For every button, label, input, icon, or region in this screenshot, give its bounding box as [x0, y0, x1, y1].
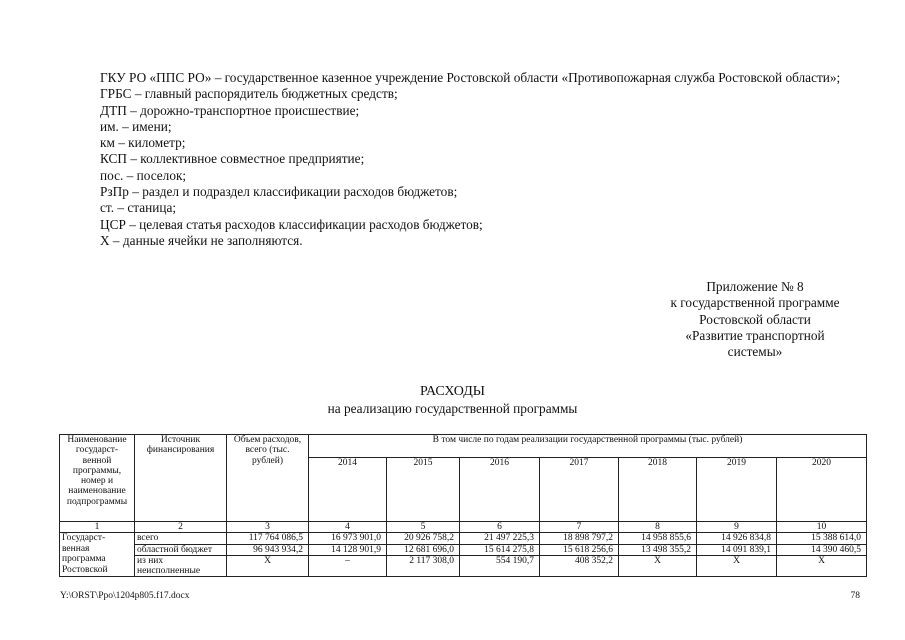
value-cell: 15 388 614,0	[777, 533, 867, 544]
header-by-years: В том числе по годам реализации государственной программы (тыс. рублей)	[309, 435, 867, 458]
source-cell: из них неисполненные	[135, 555, 227, 577]
annex-line: к государственной программе	[670, 295, 840, 311]
abbreviation-item: ДТП – дорожно-транспортное происшествие;	[100, 102, 360, 118]
value-cell: Х	[619, 555, 697, 577]
value-cell: –	[309, 555, 387, 577]
total-cell: 117 764 086,5	[227, 533, 309, 544]
value-cell: 14 958 855,6	[619, 533, 697, 544]
value-cell: Х	[697, 555, 777, 577]
abbreviation-item: им. – имени;	[100, 118, 172, 134]
abbreviation-item: ст. – станица;	[100, 200, 177, 216]
abbreviation-item: Х – данные ячейки не заполняются.	[100, 232, 303, 248]
header-year: 2016	[460, 458, 540, 522]
value-cell: 14 926 834,8	[697, 533, 777, 544]
value-cell: 18 898 797,2	[540, 533, 619, 544]
abbreviation-item: РзПр – раздел и подраздел классификации расходов бюджетов;	[100, 184, 458, 200]
total-cell: Х	[227, 555, 309, 577]
page-footer	[60, 591, 860, 601]
expenses-table	[59, 434, 867, 577]
header-year: 2014	[309, 458, 387, 522]
annex-number: Приложение № 8	[706, 279, 804, 294]
value-cell: 2 117 308,0	[387, 555, 460, 577]
total-cell: 96 943 934,2	[227, 544, 309, 555]
index-cell: 4	[309, 522, 387, 533]
value-cell: 408 352,2	[540, 555, 619, 577]
abbreviations-list	[60, 70, 860, 249]
abbreviation-item: ГКУ РО «ППС РО» – государственное казенное учреждение Ростовской области «Противопожарная служба Ростовской области»;	[100, 70, 841, 85]
abbreviation-item: ГРБС – главный распорядитель бюджетных средств;	[100, 86, 398, 102]
index-cell: 5	[387, 522, 460, 533]
value-cell: Х	[777, 555, 867, 577]
header-year: 2017	[540, 458, 619, 522]
value-cell: 20 926 758,2	[387, 533, 460, 544]
index-cell: 7	[540, 522, 619, 533]
annex-line: системы»	[727, 344, 783, 360]
header-volume: Объем расходов, всего (тыс. рублей)	[227, 435, 309, 522]
annex-line: «Развитие транспортной	[685, 327, 825, 343]
header-year: 2020	[777, 458, 867, 522]
value-cell: 12 681 696,0	[387, 544, 460, 555]
document-title: РАСХОДЫ	[420, 384, 485, 399]
abbreviation-item: КСП – коллективное совместное предприятие;	[100, 151, 365, 167]
file-path: Y:\ORST\Ppo\1204p805.f17.docx	[60, 591, 190, 601]
abbreviation-item: пос. – поселок;	[100, 167, 187, 183]
index-cell: 3	[227, 522, 309, 533]
value-cell: 21 497 225,3	[460, 533, 540, 544]
value-cell: 14 128 901,9	[309, 544, 387, 555]
index-cell: 9	[697, 522, 777, 533]
header-source: Источник финансирования	[135, 435, 227, 522]
index-cell: 8	[619, 522, 697, 533]
header-year: 2018	[619, 458, 697, 522]
table-row	[60, 544, 867, 555]
page-number: 78	[850, 591, 860, 601]
value-cell: 16 973 901,0	[309, 533, 387, 544]
index-cell: 6	[460, 522, 540, 533]
source-cell: областной бюджет	[135, 544, 227, 555]
index-cell: 1	[60, 522, 135, 533]
value-cell: 554 190,7	[460, 555, 540, 577]
value-cell: 14 390 460,5	[777, 544, 867, 555]
table-row	[60, 533, 867, 544]
header-year: 2015	[387, 458, 460, 522]
program-name-cell: Государст-венная программа Ростовской	[60, 533, 135, 577]
table-index-row	[60, 522, 867, 533]
header-program-name: Наименование государст-венной программы, номер и наименование подпрограммы	[60, 435, 135, 522]
header-year: 2019	[697, 458, 777, 522]
table-header-row	[60, 435, 867, 458]
document-subtitle: на реализацию государственной программы	[327, 401, 578, 416]
annex-line: Ростовской области	[699, 311, 811, 327]
abbreviation-item: ЦСР – целевая статья расходов классификации расходов бюджетов;	[100, 216, 483, 232]
value-cell: 14 091 839,1	[697, 544, 777, 555]
index-cell: 10	[777, 522, 867, 533]
abbreviation-item: км – километр;	[100, 135, 186, 151]
source-cell: всего	[135, 533, 227, 544]
table-row	[60, 555, 867, 577]
value-cell: 13 498 355,2	[619, 544, 697, 555]
annex-header	[640, 279, 870, 360]
value-cell: 15 614 275,8	[460, 544, 540, 555]
index-cell: 2	[135, 522, 227, 533]
value-cell: 15 618 256,6	[540, 544, 619, 555]
